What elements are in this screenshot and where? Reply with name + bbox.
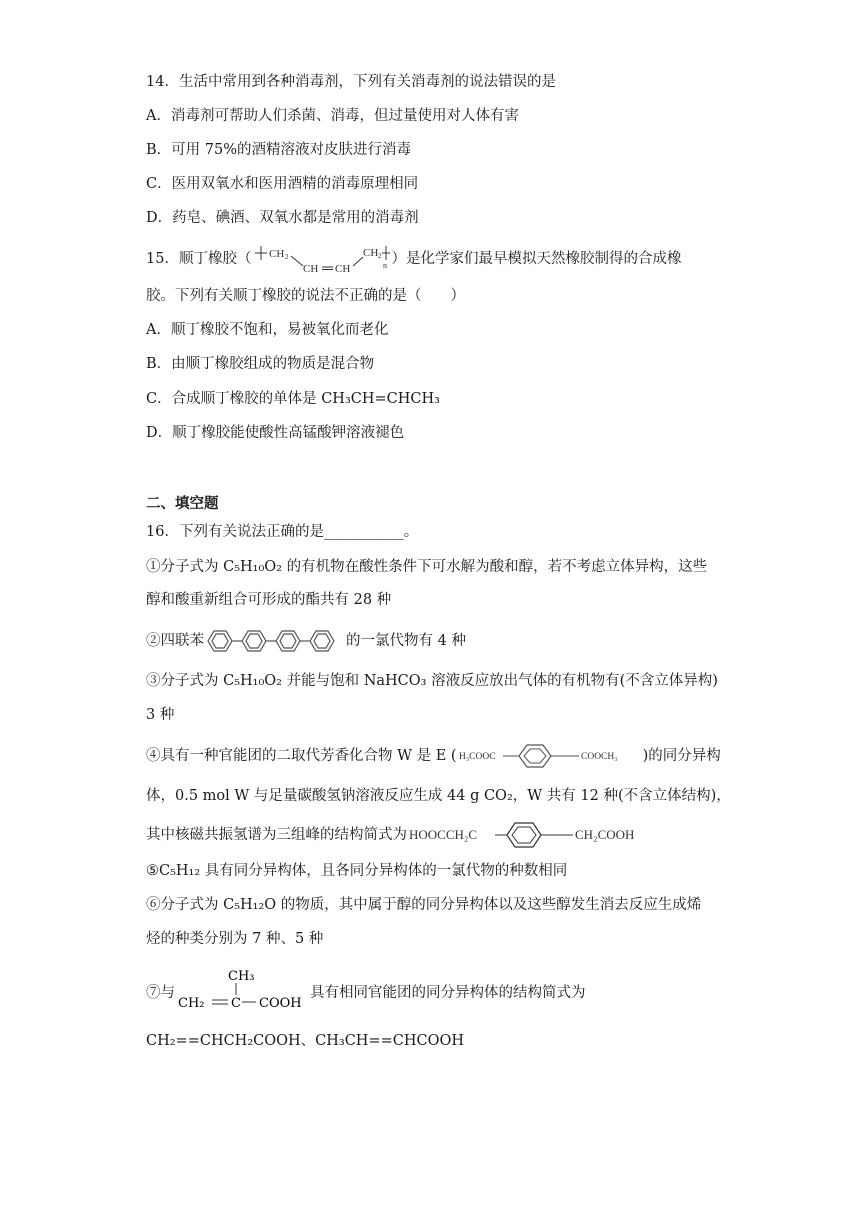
s7-cooh-label: COOH	[259, 996, 302, 1011]
polymer-label-n: n	[383, 261, 388, 270]
compound-e-structure	[457, 742, 643, 770]
q16-s2-before: ②四联苯	[146, 633, 204, 649]
q16-stem: 16．下列有关说法正确的是___________。	[146, 524, 419, 540]
q16-s4-line3-text: 其中核磁共振氢谱为三组峰的结构简式为	[146, 827, 407, 843]
w-left-group: HOOCCH₂C	[409, 827, 478, 842]
q14-option-d: D．药皂、碘酒、双氧水都是常用的消毒剂	[146, 210, 419, 226]
q14-option-b: B．可用 75%的酒精溶液对皮肤进行消毒	[146, 142, 411, 158]
q16-statement-6-line1: ⑥分子式为 C₅H₁₂O 的物质，其中属于醇的同分异构体以及这些醇发生消去反应生成烯	[146, 897, 702, 913]
q16-statement-4-line3	[146, 820, 669, 850]
q14-stem: 14．生活中常用到各种消毒剂，下列有关消毒剂的说法错误的是	[146, 74, 556, 90]
quaterphenyl-structure	[204, 628, 346, 654]
q15-stem-before: 15．顺丁橡胶（	[146, 251, 252, 267]
polymer-label-ch-a: CH	[303, 263, 319, 274]
q16-statement-1-line1: ①分子式为 C₅H₁₀O₂ 的有机物在酸性条件下可水解为酸和醇，若不考虑立体异构，这些	[146, 559, 708, 575]
s7-ch3-label: CH₃	[228, 969, 255, 984]
q16-s7-before: ⑦与	[146, 985, 175, 1001]
polymer-label-2-b: 2	[378, 252, 382, 260]
polymer-label-ch2-b: CH	[363, 247, 379, 259]
e-right-group: COOCH₃	[580, 752, 618, 762]
q15-stem-line2: 胶。下列有关顺丁橡胶的说法不正确的是（ ）	[146, 288, 465, 304]
q15-stem	[146, 244, 681, 274]
polybutadiene-structure	[251, 244, 391, 274]
q16-statement-4-line2: 体，0.5 mol W 与足量碳酸氢钠溶液反应生成 44 g CO₂，W 共有 12 种(不含立体结构)，	[146, 788, 731, 804]
w-right-group: CH₂COOH	[575, 827, 635, 842]
q16-s4-before: ④具有一种官能团的二取代芳香化合物 W 是 E (	[146, 748, 457, 764]
q16-statement-7-answer: CH₂==CHCH₂COOH、CH₃CH==CHCOOH	[146, 1033, 465, 1049]
s7-c-label: C	[231, 996, 241, 1011]
polymer-label-2-a: 2	[285, 253, 289, 261]
q16-statement-3-line2: 3 种	[146, 707, 175, 723]
compound-w-structure	[407, 820, 669, 850]
q14-option-a: A．消毒剂可帮助人们杀菌、消毒，但过量使用对人体有害	[146, 108, 519, 124]
methacrylic-acid-structure	[176, 967, 316, 1015]
q15-option-d: D．顺丁橡胶能使酸性高锰酸钾溶液褪色	[146, 425, 405, 441]
q16-s2-after: 的一氯代物有 4 种	[346, 633, 466, 649]
q16-s4-after: )的同分异构	[642, 748, 721, 764]
q15-option-c: C．合成顺丁橡胶的单体是 CH₃CH=CHCH₃	[146, 391, 440, 407]
q15-stem-after: ）是化学家们最早模拟天然橡胶制得的合成橡	[391, 251, 682, 267]
q16-statement-6-line2: 烃的种类分别为 7 种、5 种	[146, 931, 324, 947]
q16-statement-5: ⑤C₅H₁₂ 具有同分异构体，且各同分异构体的一氯代物的种数相同	[146, 863, 568, 879]
section-title-fill-blank: 二、填空题	[146, 495, 219, 512]
q16-statement-4	[146, 742, 721, 770]
q16-statement-3-line1: ③分子式为 C₅H₁₀O₂ 并能与饱和 NaHCO₃ 溶液反应放出气体的有机物有(不含立体异构)	[146, 673, 718, 689]
q14-option-c: C．医用双氧水和医用酒精的消毒原理相同	[146, 176, 419, 192]
e-left-group: H₃COOC	[458, 752, 496, 762]
q16-statement-2	[146, 628, 466, 654]
polymer-label-ch2-a: CH	[269, 248, 285, 260]
s7-ch2-label: CH₂	[178, 996, 205, 1011]
q15-option-b: B．由顺丁橡胶组成的物质是混合物	[146, 356, 375, 372]
q16-s7-after: 具有相同官能团的同分异构体的结构简式为	[310, 985, 586, 1001]
q16-statement-1-line2: 醇和酸重新组合可形成的酯共有 28 种	[146, 592, 392, 608]
q15-option-a: A．顺丁橡胶不饱和，易被氧化而老化	[146, 322, 389, 338]
polymer-label-ch-b: CH	[335, 263, 351, 274]
